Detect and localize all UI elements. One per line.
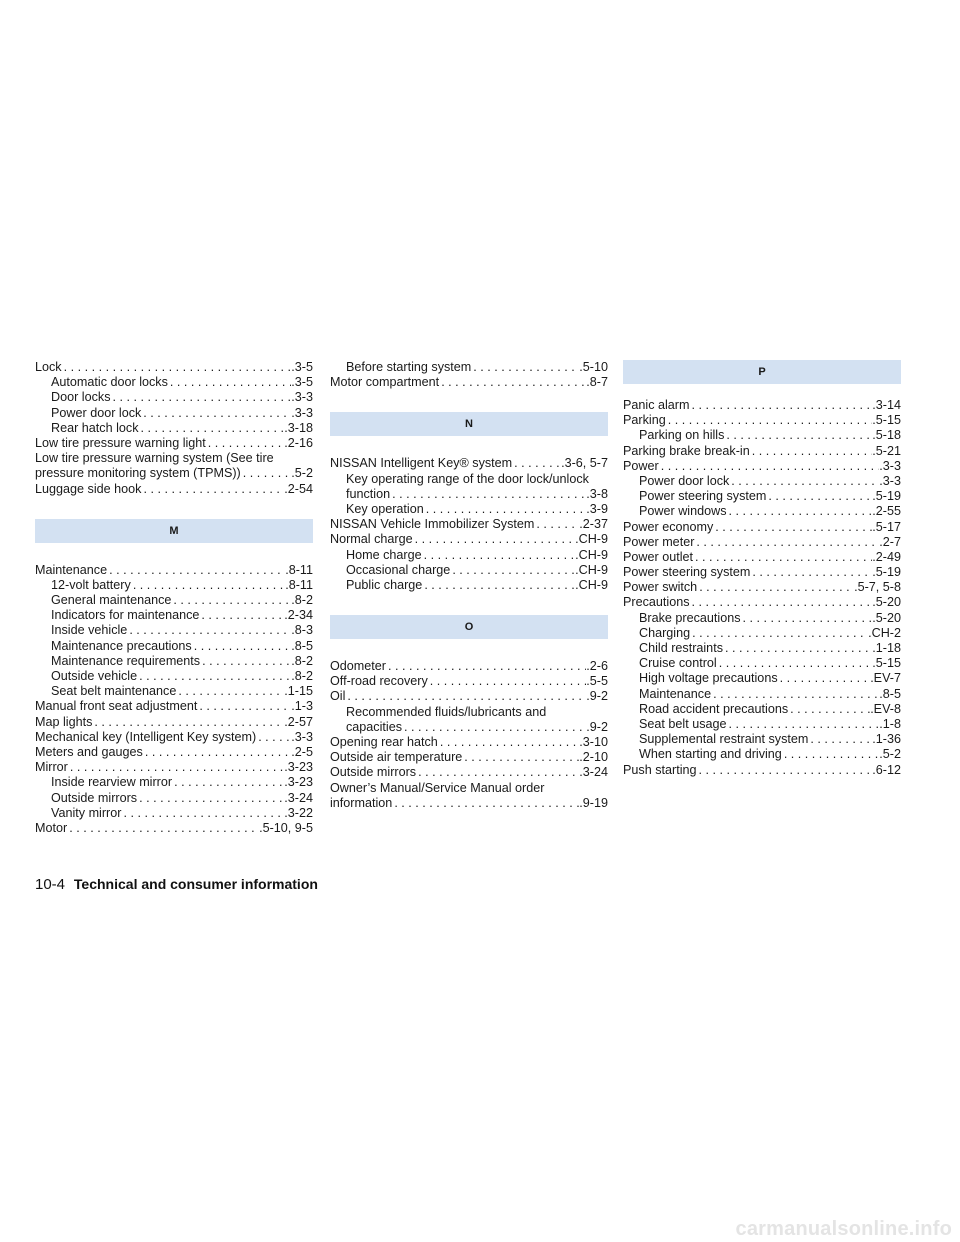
entry-page-ref: .5-20 (872, 610, 901, 625)
entry-page-ref: .8-5 (291, 638, 313, 653)
entry-label: Outside mirrors (330, 765, 417, 780)
dot-leader (68, 760, 284, 775)
entry-label: Normal charge (330, 532, 413, 547)
index-subentry (623, 732, 901, 747)
index-entry (330, 532, 608, 547)
entry-page-ref: .1-3 (291, 699, 313, 714)
entry-page-ref: .8-11 (285, 577, 313, 592)
entry-page-ref: .9-19 (579, 795, 608, 810)
dot-leader (713, 520, 872, 535)
dot-leader (512, 456, 561, 471)
entry-page-ref: .3-3 (291, 729, 313, 744)
index-entry-text: Low tire pressure warning system (See tire (35, 451, 274, 466)
entry-label: Occasional charge (346, 562, 451, 577)
entry-label: Lock (35, 360, 62, 374)
entry-page-ref: .5-5 (586, 674, 608, 689)
entry-page-ref: .3-5 (291, 360, 313, 374)
entry-label: Supplemental restraint system (639, 732, 809, 747)
index-subentry (35, 421, 313, 436)
entry-page-ref: .2-10 (579, 750, 608, 765)
section-letter-n: N (330, 412, 608, 436)
entry-label: Power door lock (639, 473, 730, 488)
dot-leader (62, 360, 292, 375)
entry-page-ref: .5-10, 9-5 (259, 820, 313, 835)
dot-leader (139, 421, 285, 436)
entry-page-ref: .3-3 (291, 390, 313, 405)
entry-page-ref: .8-3 (291, 623, 313, 638)
entry-page-ref: .8-2 (291, 669, 313, 683)
index-entry (35, 563, 313, 578)
dot-leader (176, 684, 284, 699)
index-entry (330, 765, 608, 780)
entry-page-ref: .5-17 (872, 519, 901, 534)
dot-leader (241, 466, 292, 481)
dot-leader (392, 796, 579, 811)
index-entry (330, 674, 608, 689)
page-footer (35, 876, 318, 893)
index-subentry (330, 720, 608, 735)
entry-page-ref: .3-23 (284, 760, 313, 775)
dot-leader (111, 390, 292, 405)
entry-label: Power windows (639, 504, 727, 519)
entry-page-ref: .2-34 (284, 608, 313, 623)
dot-leader (206, 436, 284, 451)
index-entry-text: Recommended fluids/lubricants and (346, 704, 547, 719)
index-entry (330, 659, 608, 674)
entry-label: Rear hatch lock (51, 420, 139, 435)
index-subentry (330, 578, 608, 593)
index-subentry (623, 489, 901, 504)
dot-leader (471, 360, 579, 375)
entry-label: Map lights (35, 714, 93, 729)
index-entry (623, 398, 901, 413)
entry-label: Power switch (623, 580, 698, 595)
entry-label: Luggage side hook (35, 481, 142, 496)
entry-label: Oil (330, 689, 346, 704)
entry-label: function (346, 486, 391, 501)
entry-page-ref: .6-12 (872, 762, 901, 777)
index-subentry (623, 717, 901, 732)
index-column-3 (623, 360, 901, 778)
index-entry (623, 763, 901, 778)
dot-leader (690, 595, 873, 610)
index-entry (330, 750, 608, 765)
entry-page-ref: .1-15 (284, 684, 313, 699)
index-entry (330, 735, 608, 750)
dot-leader (729, 474, 879, 489)
index-entry (35, 715, 313, 730)
dot-leader (256, 730, 291, 745)
index-entry (35, 699, 313, 714)
index-column-2 (330, 360, 608, 811)
entry-page-ref: .EV-8 (870, 701, 901, 716)
index-subentry (35, 775, 313, 790)
entry-page-ref: .8-11 (285, 562, 313, 577)
entry-label: Indicators for maintenance (51, 608, 200, 623)
page-number: 10-4 (35, 876, 66, 893)
index-subentry (35, 623, 313, 638)
spacer (330, 436, 608, 456)
dot-leader (143, 745, 291, 760)
dot-leader (690, 398, 873, 413)
dot-leader (727, 717, 880, 732)
entry-page-ref: .3-24 (284, 790, 313, 805)
dot-leader (462, 750, 579, 765)
entry-page-ref: .8-7 (586, 375, 608, 390)
entry-page-ref: .2-5 (291, 744, 313, 759)
dot-leader (711, 687, 879, 702)
spacer (35, 543, 313, 563)
entry-page-ref: .3-9 (586, 501, 608, 516)
index-entry (35, 821, 313, 836)
entry-page-ref: .5-19 (872, 565, 901, 580)
entry-label: Motor compartment (330, 375, 440, 390)
entry-page-ref: .3-3 (291, 405, 313, 420)
dot-leader (200, 654, 291, 669)
entry-page-ref: .5-7, 5-8 (854, 580, 901, 595)
entry-label: Motor (35, 820, 68, 835)
dot-leader (168, 375, 291, 390)
index-subentry (35, 684, 313, 699)
entry-label: When starting and driving (639, 747, 782, 762)
dot-leader (808, 732, 872, 747)
entry-page-ref: .1-8 (879, 716, 901, 731)
entry-label: General maintenance (51, 593, 172, 608)
dot-leader (750, 444, 873, 459)
entry-page-ref: .2-37 (579, 517, 608, 532)
index-subentry (623, 656, 901, 671)
dot-leader (693, 550, 872, 565)
index-entry (330, 517, 608, 532)
dot-leader (390, 487, 586, 502)
index-entry-text: Key operating range of the door lock/unlock (346, 471, 589, 486)
entry-label: information (330, 795, 393, 810)
dot-leader (131, 578, 285, 593)
index-subentry (35, 608, 313, 623)
index-entry (623, 444, 901, 459)
dot-leader (741, 611, 873, 626)
dot-leader (121, 806, 284, 821)
entry-page-ref: .3-18 (284, 420, 313, 435)
index-subentry (623, 611, 901, 626)
spacer (35, 497, 313, 519)
entry-label: Power steering system (639, 489, 767, 504)
index-entry (623, 520, 901, 535)
entry-label: Seat belt usage (639, 716, 727, 731)
index-entry (35, 745, 313, 760)
index-entry (35, 760, 313, 775)
dot-leader (766, 489, 872, 504)
dot-leader (788, 702, 870, 717)
entry-label: Off-road recovery (330, 674, 428, 689)
dot-leader (345, 689, 586, 704)
entry-label: Home charge (346, 547, 422, 562)
index-column-1 (35, 360, 313, 836)
dot-leader (697, 580, 854, 595)
dot-leader (438, 735, 579, 750)
entry-page-ref: .5-21 (872, 443, 901, 458)
entry-label: Key operation (346, 501, 424, 516)
entry-label: High voltage precautions (639, 671, 778, 686)
entry-page-ref: .3-3 (879, 458, 901, 473)
entry-page-ref: .5-15 (872, 656, 901, 671)
entry-label: Maintenance (35, 562, 108, 577)
dot-leader (450, 563, 575, 578)
dot-leader (197, 699, 291, 714)
entry-label: Odometer (330, 659, 386, 674)
dot-leader (723, 641, 872, 656)
dot-leader (659, 459, 880, 474)
entry-page-ref: .CH-9 (575, 532, 608, 547)
dot-leader (717, 656, 873, 671)
entry-page-ref: .1-36 (872, 732, 901, 747)
entry-page-ref: .1-18 (872, 641, 901, 655)
entry-page-ref: .2-55 (872, 504, 901, 519)
entry-label: Inside rearview mirror (51, 775, 173, 790)
dot-leader (439, 375, 586, 390)
index-entry (623, 580, 901, 595)
entry-label: Cruise control (639, 656, 717, 671)
dot-leader (386, 659, 586, 674)
dot-leader (137, 791, 284, 806)
dot-leader (534, 517, 579, 532)
entry-label: Low tire pressure warning light (35, 435, 206, 450)
entry-label: Vanity mirror (51, 805, 122, 820)
entry-page-ref: .2-6 (586, 659, 608, 674)
entry-page-ref: .2-16 (284, 435, 313, 450)
index-subentry (623, 702, 901, 717)
index-subentry (35, 791, 313, 806)
entry-page-ref: .5-19 (872, 489, 901, 504)
entry-label: Power meter (623, 534, 695, 549)
dot-leader (727, 504, 873, 519)
entry-label: Meters and gauges (35, 744, 143, 759)
entry-page-ref: .5-20 (872, 595, 901, 610)
entry-label: pressure monitoring system (TPMS)) (35, 466, 241, 481)
index-subentry (35, 593, 313, 608)
entry-page-ref: .CH-2 (868, 625, 901, 640)
entry-page-ref: .EV-7 (870, 671, 901, 686)
index-entry (330, 796, 608, 811)
entry-page-ref: .5-18 (872, 428, 901, 443)
index-subentry (330, 360, 608, 375)
index-subentry (35, 639, 313, 654)
entry-page-ref: .3-10 (579, 735, 608, 749)
spacer (330, 639, 608, 659)
entry-page-ref: .3-23 (284, 775, 313, 790)
dot-leader (416, 765, 579, 780)
index-subentry (623, 626, 901, 641)
entry-label: Maintenance (639, 686, 712, 701)
dot-leader (782, 747, 879, 762)
entry-page-ref: .8-5 (879, 686, 901, 701)
dot-leader (778, 671, 871, 686)
index-subentry (623, 687, 901, 702)
index-subentry (35, 654, 313, 669)
entry-label: Power steering system (623, 565, 751, 580)
entry-page-ref: .5-2 (879, 747, 901, 762)
entry-page-ref: .5-10 (579, 360, 608, 374)
dot-leader (724, 428, 872, 443)
entry-page-ref: .2-57 (284, 714, 313, 729)
section-title: Technical and consumer information (73, 876, 318, 892)
index-entry (330, 456, 608, 471)
dot-leader (67, 821, 259, 836)
dot-leader (422, 578, 575, 593)
entry-label: 12-volt battery (51, 577, 131, 592)
entry-label: Road accident precautions (639, 701, 789, 716)
dot-leader (422, 548, 576, 563)
index-subentry (330, 563, 608, 578)
section-letter-m: M (35, 519, 313, 543)
entry-label: Mirror (35, 760, 68, 775)
entry-label: NISSAN Intelligent Key® system (330, 456, 513, 471)
entry-label: Power door lock (51, 405, 142, 420)
entry-label: Charging (639, 625, 691, 640)
index-entry (330, 375, 608, 390)
entry-label: Manual front seat adjustment (35, 699, 198, 714)
index-entry (623, 565, 901, 580)
index-subentry (623, 504, 901, 519)
dot-leader (192, 639, 292, 654)
dot-leader (137, 669, 291, 684)
dot-leader (697, 763, 873, 778)
entry-page-ref: .2-54 (284, 481, 313, 496)
spacer (330, 390, 608, 412)
index-entry (623, 413, 901, 428)
dot-leader (141, 482, 284, 497)
entry-page-ref: .3-8 (586, 486, 608, 501)
entry-page-ref: .3-5 (291, 375, 313, 390)
entry-label: Panic alarm (623, 398, 690, 412)
index-entry (330, 689, 608, 704)
entry-page-ref: .3-24 (579, 765, 608, 780)
dot-leader (127, 623, 291, 638)
entry-label: Push starting (623, 762, 697, 777)
entry-page-ref: .5-2 (291, 466, 313, 481)
index-entry (35, 436, 313, 451)
entry-label: Inside vehicle (51, 623, 128, 638)
index-entry-text: Owner’s Manual/Service Manual order (330, 780, 545, 795)
index-entry (623, 595, 901, 610)
entry-label: Automatic door locks (51, 375, 168, 390)
entry-label: Brake precautions (639, 610, 741, 625)
entry-label: Door locks (51, 390, 111, 405)
dot-leader (428, 674, 587, 689)
index-entry (623, 535, 901, 550)
entry-page-ref: .5-15 (872, 413, 901, 428)
index-entry (35, 482, 313, 497)
dot-leader (141, 406, 291, 421)
index-subentry (35, 806, 313, 821)
entry-page-ref: .CH-9 (575, 562, 608, 577)
entry-label: Power outlet (623, 549, 694, 564)
dot-leader (402, 720, 586, 735)
entry-page-ref: .9-2 (586, 719, 608, 734)
entry-page-ref: .3-3 (879, 473, 901, 488)
dot-leader (424, 502, 587, 517)
entry-page-ref: .9-2 (586, 689, 608, 704)
section-letter-p: P (623, 360, 901, 384)
entry-label: Maintenance precautions (51, 638, 192, 653)
dot-leader (694, 535, 879, 550)
dot-leader (750, 565, 872, 580)
index-entry (35, 466, 313, 481)
entry-label: Opening rear hatch (330, 735, 438, 749)
index-subentry (623, 474, 901, 489)
index-entry (623, 550, 901, 565)
index-subentry (35, 406, 313, 421)
dot-leader (171, 593, 291, 608)
entry-label: NISSAN Vehicle Immobilizer System (330, 517, 535, 532)
index-subentry (330, 502, 608, 517)
dot-leader (199, 608, 284, 623)
entry-label: Mechanical key (Intelligent Key system) (35, 729, 257, 744)
index-entry (35, 730, 313, 745)
entry-page-ref: .3-14 (872, 398, 901, 412)
entry-page-ref: .2-7 (879, 534, 901, 549)
entry-label: Public charge (346, 577, 423, 592)
entry-label: capacities (346, 719, 403, 734)
index-subentry (623, 747, 901, 762)
dot-leader (172, 775, 284, 790)
entry-page-ref: .CH-9 (575, 547, 608, 562)
index-subentry (35, 669, 313, 684)
index-subentry (35, 375, 313, 390)
entry-label: Parking (623, 413, 666, 428)
entry-label: Maintenance requirements (51, 653, 201, 668)
index-entry (35, 360, 313, 375)
dot-leader (690, 626, 868, 641)
dot-leader (413, 532, 576, 547)
entry-label: Outside mirrors (51, 790, 138, 805)
entry-label: Outside vehicle (51, 669, 138, 683)
dot-leader (107, 563, 285, 578)
index-entry (623, 459, 901, 474)
index-subentry (35, 578, 313, 593)
entry-page-ref: .8-2 (291, 653, 313, 668)
section-letter-o: O (330, 615, 608, 639)
watermark: carmanualsonline.info (735, 1218, 952, 1240)
entry-label: Power economy (623, 519, 714, 534)
index-subentry (623, 428, 901, 443)
entry-page-ref: .2-49 (872, 549, 901, 564)
dot-leader (666, 413, 873, 428)
entry-page-ref: .8-2 (291, 593, 313, 608)
entry-page-ref: .3-22 (284, 805, 313, 820)
entry-label: Parking on hills (639, 428, 725, 443)
index-subentry (623, 641, 901, 656)
entry-label: Seat belt maintenance (51, 684, 177, 699)
index-subentry (330, 487, 608, 502)
entry-label: Outside air temperature (330, 750, 463, 765)
index-subentry (35, 390, 313, 405)
entry-page-ref: .3-6, 5-7 (561, 456, 608, 471)
entry-page-ref: .CH-9 (575, 577, 608, 592)
spacer (330, 593, 608, 615)
index-subentry (330, 548, 608, 563)
entry-label: Before starting system (346, 360, 472, 374)
spacer (623, 384, 901, 398)
dot-leader (92, 715, 284, 730)
entry-label: Power (623, 458, 659, 473)
entry-label: Precautions (623, 595, 690, 610)
entry-label: Child restraints (639, 641, 723, 655)
entry-label: Parking brake break-in (623, 443, 750, 458)
index-subentry (623, 671, 901, 686)
